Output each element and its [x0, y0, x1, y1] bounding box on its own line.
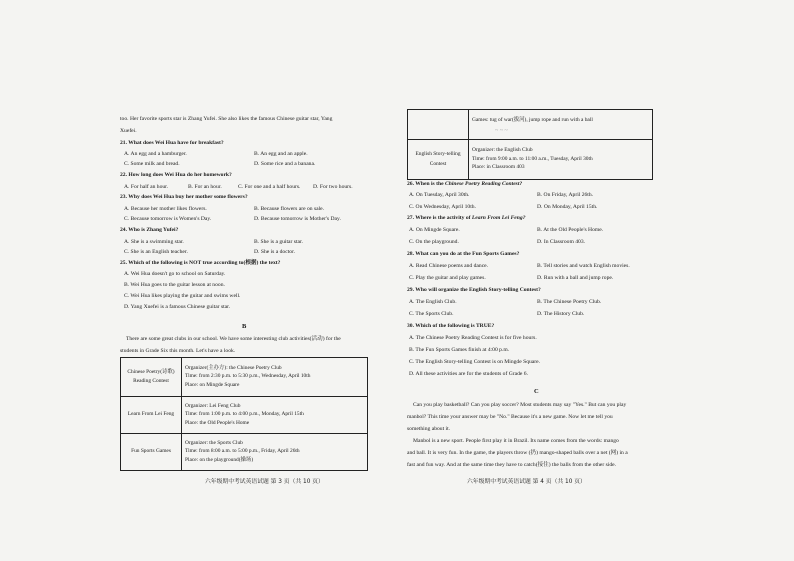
q26-option-c: C. On Wednesday, April 10th.	[409, 204, 476, 210]
activity-time: Time: from 2:30 p.m. to 5:30 p.m., Wednesday, April 10th	[185, 373, 311, 380]
q28-option-c: C. Play the guitar and play games.	[409, 275, 486, 281]
section-b-intro-2: students in Grade Six this month. Let's have a look.	[120, 348, 236, 354]
q23-option-b: B. Because flowers are on sale.	[254, 206, 325, 212]
question-23: 23. Why does Wei Hua buy her mother some flowers?	[120, 194, 248, 200]
club-activities-table	[120, 357, 368, 471]
table-row	[121, 358, 368, 397]
q25-option-b: B. Wei Hua goes to the guitar lesson at noon.	[124, 282, 225, 288]
q23-option-a: A. Because her mother likes flowers.	[124, 206, 207, 212]
games-list: Games: tug of war(拔河), jump rope and run with a ball	[472, 117, 593, 123]
pencil-scribble: ~ ~ ~	[495, 128, 508, 134]
activity-name-cell	[121, 434, 182, 471]
activity-organizer: Organizer(主办方): the Chinese Poetry Club	[185, 364, 282, 371]
q24-option-d: D. She is a doctor.	[254, 249, 296, 255]
question-22: 22. How long does Wei Hua do her homework?	[120, 172, 232, 178]
page-footer-left: 六年级期中考试英语试题 第 3 页（共 10 页）	[205, 479, 324, 485]
question-26: 26. When is the Chinese Poetry Reading Contest?	[407, 181, 523, 187]
activity-name-line-2: Reading Contest	[133, 378, 169, 384]
activity-info-cell	[182, 434, 368, 471]
q22-option-c: C. For one and a half hours.	[238, 184, 301, 190]
activity-time: Time: from 9:00 a.m. to 11:00 a.m., Tuesday, April 30th	[472, 155, 593, 162]
table-row	[408, 110, 653, 140]
section-c-heading: C	[534, 388, 539, 395]
q28-option-b: B. Tell stories and watch English movies.	[537, 263, 630, 269]
activity-name-cell	[121, 358, 182, 397]
q22-option-d: D. For two hours.	[313, 184, 353, 190]
q21-option-a: A. An egg and a hamburger.	[124, 151, 187, 157]
table-row	[408, 140, 653, 180]
q28-option-d: D. Run with a ball and jump rope.	[537, 275, 614, 281]
activity-name-line-2: Contest	[429, 160, 447, 167]
q30-option-a: A. The Chinese Poetry Reading Contest is for five hours.	[409, 335, 537, 341]
q21-option-c: C. Some milk and bread.	[124, 161, 180, 167]
section-c-line-6: fast and fun way. And at the same time they have to catch(接住) the balls from the other side.	[407, 462, 617, 468]
q23-option-d: D. Because tomorrow is Mother's Day.	[254, 216, 341, 222]
q27-option-c: C. On the playground.	[409, 239, 459, 245]
games-cell	[469, 110, 653, 140]
q29-option-c: C. The Sports Club.	[409, 311, 454, 317]
question-29: 29. Who will organize the English Story-telling Contest?	[407, 287, 541, 293]
q22-option-b: B. For an hour.	[188, 184, 222, 190]
intro-line-2: Xuefei.	[120, 128, 137, 134]
q24-option-a: A. She is a swimming star.	[124, 239, 184, 245]
q24-option-c: C. She is an English teacher.	[124, 249, 188, 255]
section-c-line-1: Can you play basketball? Can you play soccer? Most students may say "Yes." But can you play	[413, 402, 627, 408]
activity-name: Chinese Poetry(诗歌)	[127, 368, 175, 375]
q24-option-b: B. She is a guitar star.	[254, 239, 303, 245]
activity-name: Learn From Lei Feng	[127, 411, 175, 418]
q25-option-c: C. Wei Hua likes playing the guitar and swims well.	[124, 293, 241, 299]
activity-info-cell	[182, 358, 368, 397]
q29-option-d: D. The History Club.	[537, 311, 585, 317]
q25-option-d: D. Yang Xuefei is a famous Chinese guitar star.	[124, 304, 231, 310]
activity-name-cell	[408, 140, 469, 180]
question-21: 21. What does Wei Hua have for breakfast?	[120, 140, 224, 146]
activity-place: Place: the Old People's Home	[185, 419, 250, 426]
activity-place: Place: in Classroom 403	[472, 164, 525, 171]
activity-organizer: Organizer: the English Club	[472, 147, 533, 154]
q30-option-b: B. The Fun Sports Games finish at 4:00 p.m.	[409, 347, 510, 353]
question-27: 27. Where is the activity of Learn From Lei Feng?	[407, 215, 526, 221]
q27-option-a: A. On Mingde Square.	[409, 227, 460, 233]
q21-option-b: B. An egg and an apple.	[254, 151, 308, 157]
activity-time: Time: from 1:00 p.m. to 4:00 p.m., Monday, April 15th	[185, 411, 304, 418]
club-activities-table-continued	[407, 109, 653, 180]
page-footer-right: 六年级期中考试英语试题 第 4 页（共 10 页）	[467, 479, 586, 485]
activity-place: Place: on the playground(操场)	[185, 456, 254, 463]
table-row	[121, 434, 368, 471]
intro-line-1: too. Her favorite sports star is Zhang Yufei. She also likes the famous Chinese guitar star, Yang	[120, 116, 333, 122]
section-c-line-2: manbol? This time your answer may be "No." Because it's a new game. Now let me tell you	[407, 414, 613, 420]
activity-place: Place: on Mingde Square	[185, 381, 240, 388]
section-b-intro-1: There are some great clubs in our school. We have some interesting club activities(活动) for the	[126, 336, 341, 342]
section-c-line-4: Manbol is a new sport. People first play it in Brazil. Its name comes from the words: mango	[413, 438, 619, 444]
activity-name-cell	[121, 397, 182, 434]
empty-name-cell	[408, 110, 469, 140]
question-28: 28. What can you do at the Fun Sports Games?	[407, 251, 520, 257]
table-row	[121, 397, 368, 434]
question-24: 24. Who is Zhang Yufei?	[120, 227, 179, 233]
activity-info-cell	[182, 397, 368, 434]
section-c-line-3: something about it.	[407, 426, 451, 432]
q25-option-a: A. Wei Hua doesn't go to school on Saturday.	[124, 271, 226, 277]
right-page	[397, 0, 794, 561]
q21-option-d: D. Some rice and a banana.	[254, 161, 316, 167]
activity-name: Fun Sports Games	[131, 448, 171, 455]
q27-option-d: D. In Classroom 403.	[537, 239, 586, 245]
q26-option-a: A. On Tuesday, April 30th.	[409, 192, 470, 198]
q30-option-c: C. The English Story-telling Contest is on Mingde Square.	[409, 359, 541, 365]
q23-option-c: C. Because tomorrow is Women's Day.	[124, 216, 212, 222]
activity-organizer: Organizer: Lei Feng Club	[185, 402, 241, 409]
activity-organizer: Organizer: the Sports Club	[185, 439, 243, 446]
question-30: 30. Which of the following is TRUE?	[407, 323, 495, 329]
q30-option-d: D. All these activities are for the students of Grade 6.	[409, 371, 528, 377]
q29-option-a: A. The English Club.	[409, 299, 457, 305]
section-b-heading: B	[242, 323, 247, 330]
activity-name: English Story-telling	[415, 151, 461, 158]
q27-option-b: B. At the Old People's Home.	[537, 227, 604, 233]
q26-option-b: B. On Friday, April 26th.	[537, 192, 594, 198]
q29-option-b: B. The Chinese Poetry Club.	[537, 299, 602, 305]
activity-info-cell	[469, 140, 653, 180]
q28-option-a: A. Read Chinese poems and dance.	[409, 263, 489, 269]
activity-time: Time: from 8:00 a.m. to 5:00 p.m., Friday, April 26th	[185, 448, 300, 455]
q22-option-a: A. For half an hour.	[124, 184, 169, 190]
section-c-line-5: and ball. It is very fun. In the game, the players throw (扔) mango-shaped balls over a net (网) in a	[407, 450, 628, 456]
question-25: 25. Which of the following is NOT true according to(根据) the text?	[120, 260, 281, 266]
q26-option-d: D. On Monday, April 15th.	[537, 204, 598, 210]
